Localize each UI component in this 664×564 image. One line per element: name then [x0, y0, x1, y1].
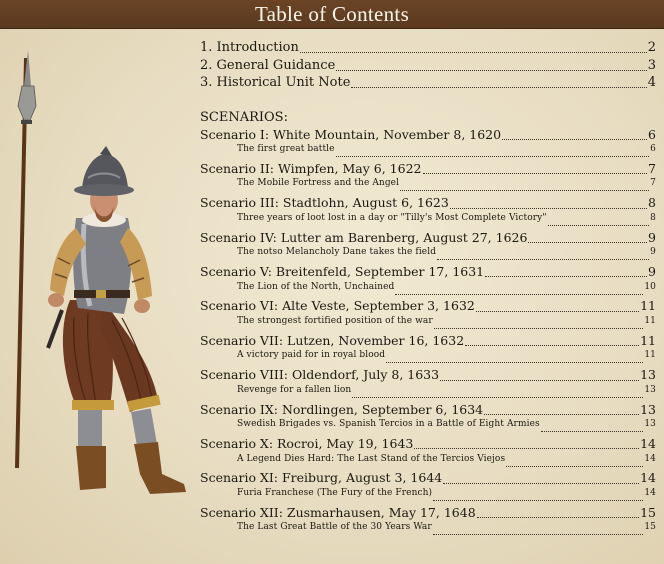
scenario-title: Scenario VI: Alte Veste, September 3, 1632 [200, 298, 475, 314]
scenario-entry[interactable] [200, 127, 656, 145]
scenario-entry[interactable] [200, 298, 656, 316]
scenario-page: 8 [648, 195, 656, 211]
scenario-entry[interactable] [200, 470, 656, 488]
scenario-subtitle-page: 13 [644, 384, 656, 395]
dot-leader [352, 397, 643, 398]
toc-entry-page: 4 [647, 75, 656, 90]
scenario-page: 9 [648, 229, 656, 245]
scenario-subtitle-page: 7 [650, 178, 656, 189]
scenario-subtitle-entry[interactable] [200, 247, 656, 264]
scenario-subtitle: The Lion of the North, Unchained [237, 281, 395, 292]
dot-leader [351, 87, 646, 88]
scenario-list [200, 127, 656, 540]
page-title: Table of Contents [254, 1, 410, 26]
dot-leader [423, 173, 648, 174]
scenario-subtitle: The notso Melancholy Dane takes the field [237, 247, 437, 258]
scenario-page: 11 [640, 298, 656, 314]
dot-leader [386, 362, 643, 363]
dot-leader [433, 500, 643, 501]
section-list [200, 40, 656, 93]
dot-leader [414, 448, 639, 449]
scenario-entry[interactable] [200, 195, 656, 213]
scenario-subtitle: Swedish Brigades vs. Spanish Tercios in a Battle of Eight Armies [237, 419, 540, 430]
scenario-subtitle: The first great battle [237, 144, 335, 155]
scenario-subtitle: The Mobile Fortress and the Angel [237, 178, 400, 189]
dot-leader [476, 311, 639, 312]
table-of-contents [200, 40, 656, 539]
scenario-entry[interactable] [200, 333, 656, 351]
toc-entry[interactable] [200, 40, 656, 58]
scenario-subtitle-entry[interactable] [200, 316, 656, 333]
scenario-title: Scenario XII: Zusmarhausen, May 17, 1648 [200, 504, 476, 520]
scenario-subtitle: Three years of loot lost in a day or "Tilly's Most Complete Victory" [237, 212, 547, 223]
scenario-entry[interactable] [200, 264, 656, 282]
dot-leader [300, 52, 647, 53]
toc-entry-page: 2 [647, 40, 656, 55]
scenario-subtitle-page: 14 [644, 488, 656, 498]
scenario-subtitle-page: 10 [644, 281, 656, 292]
dot-leader [400, 190, 649, 191]
scenario-page: 11 [640, 332, 656, 348]
dot-leader [336, 70, 646, 71]
toc-entry-label: 2. General Guidance [200, 57, 336, 73]
scenario-subtitle-page: 11 [644, 316, 656, 327]
scenario-page: 6 [648, 126, 656, 142]
dot-leader [450, 208, 647, 209]
scenario-title: Scenario X: Rocroi, May 19, 1643 [200, 436, 414, 452]
pikeman-illustration [0, 28, 200, 564]
dot-leader [528, 242, 647, 243]
scenario-page: 9 [648, 264, 656, 280]
scenario-title: Scenario VII: Lutzen, November 16, 1632 [200, 332, 465, 348]
header-bar [0, 0, 664, 29]
scenario-subtitle-entry[interactable] [200, 454, 656, 471]
scenario-subtitle-page: 11 [644, 350, 656, 361]
scenario-subtitle-page: 15 [644, 522, 656, 533]
scenarios-heading: SCENARIOS: [200, 109, 288, 125]
dot-leader [484, 414, 639, 415]
dot-leader [502, 139, 647, 140]
dot-leader [434, 328, 644, 329]
dot-leader [477, 517, 639, 518]
scenario-subtitle-entry[interactable] [200, 213, 656, 230]
toc-entry-page: 3 [647, 57, 656, 73]
scenario-title: Scenario XI: Freiburg, August 3, 1644 [200, 470, 443, 486]
scenario-subtitle: A victory paid for in royal blood [237, 350, 386, 361]
dot-leader [443, 483, 639, 484]
scenario-entry[interactable] [200, 161, 656, 179]
scenario-subtitle-page: 6 [650, 144, 656, 155]
dot-leader [548, 225, 650, 226]
scenario-title: Scenario III: Stadtlohn, August 6, 1623 [200, 195, 449, 211]
scenario-entry[interactable] [200, 402, 656, 420]
dot-leader [395, 294, 643, 295]
scenario-subtitle: The Last Great Battle of the 30 Years War [237, 522, 432, 533]
dot-leader [440, 380, 639, 381]
scenario-page: 13 [640, 401, 656, 417]
scenario-subtitle-entry[interactable] [200, 282, 656, 299]
scenario-subtitle-entry[interactable] [200, 419, 656, 436]
toc-entry[interactable] [200, 75, 656, 93]
scenario-subtitle-page: 9 [650, 247, 656, 258]
scenario-subtitle-page: 8 [650, 212, 656, 223]
scenario-subtitle: Furia Franchese (The Fury of the French) [237, 488, 433, 498]
dot-leader [336, 156, 650, 157]
scenario-subtitle-entry[interactable] [200, 488, 656, 505]
dot-leader [437, 259, 649, 260]
dot-leader [433, 534, 644, 535]
toc-entry[interactable] [200, 58, 656, 76]
dot-leader [485, 276, 647, 277]
scenario-title: Scenario II: Wimpfen, May 6, 1622 [200, 160, 422, 176]
scenario-page: 7 [648, 160, 656, 176]
scenario-entry[interactable] [200, 505, 656, 523]
scenario-title: Scenario IV: Lutter am Barenberg, August 27, 1626 [200, 229, 528, 245]
scenario-page: 14 [640, 436, 656, 452]
scenario-subtitle-page: 13 [644, 419, 656, 430]
scenario-entry[interactable] [200, 436, 656, 454]
scenario-subtitle: Revenge for a fallen lion [237, 384, 352, 395]
scenario-page: 15 [640, 504, 656, 520]
dot-leader [465, 345, 639, 346]
scenario-subtitle-entry[interactable] [200, 350, 656, 367]
scenario-subtitle: A Legend Dies Hard: The Last Stand of the Tercios Viejos [237, 453, 506, 464]
scenario-title: Scenario IX: Nordlingen, September 6, 1634 [200, 401, 484, 417]
scenario-subtitle-page: 14 [644, 453, 656, 464]
scenario-entry[interactable] [200, 367, 656, 385]
scenario-title: Scenario VIII: Oldendorf, July 8, 1633 [200, 367, 440, 383]
toc-entry-label: 3. Historical Unit Note [200, 75, 351, 90]
scenario-subtitle-entry[interactable] [200, 385, 656, 402]
scenario-entry[interactable] [200, 230, 656, 248]
scenario-subtitle: The strongest fortified position of the war [237, 316, 433, 327]
scenario-page: 14 [640, 470, 656, 486]
scenario-subtitle-entry[interactable] [200, 178, 656, 195]
scenario-title: Scenario I: White Mountain, November 8, 1620 [200, 126, 502, 142]
scenario-subtitle-entry[interactable] [200, 522, 656, 539]
toc-entry-label: 1. Introduction [200, 40, 299, 55]
dot-leader [506, 466, 643, 467]
scenario-page: 13 [640, 367, 656, 383]
dot-leader [541, 431, 644, 432]
scenario-subtitle-entry[interactable] [200, 144, 656, 161]
scenario-title: Scenario V: Breitenfeld, September 17, 1631 [200, 264, 485, 280]
